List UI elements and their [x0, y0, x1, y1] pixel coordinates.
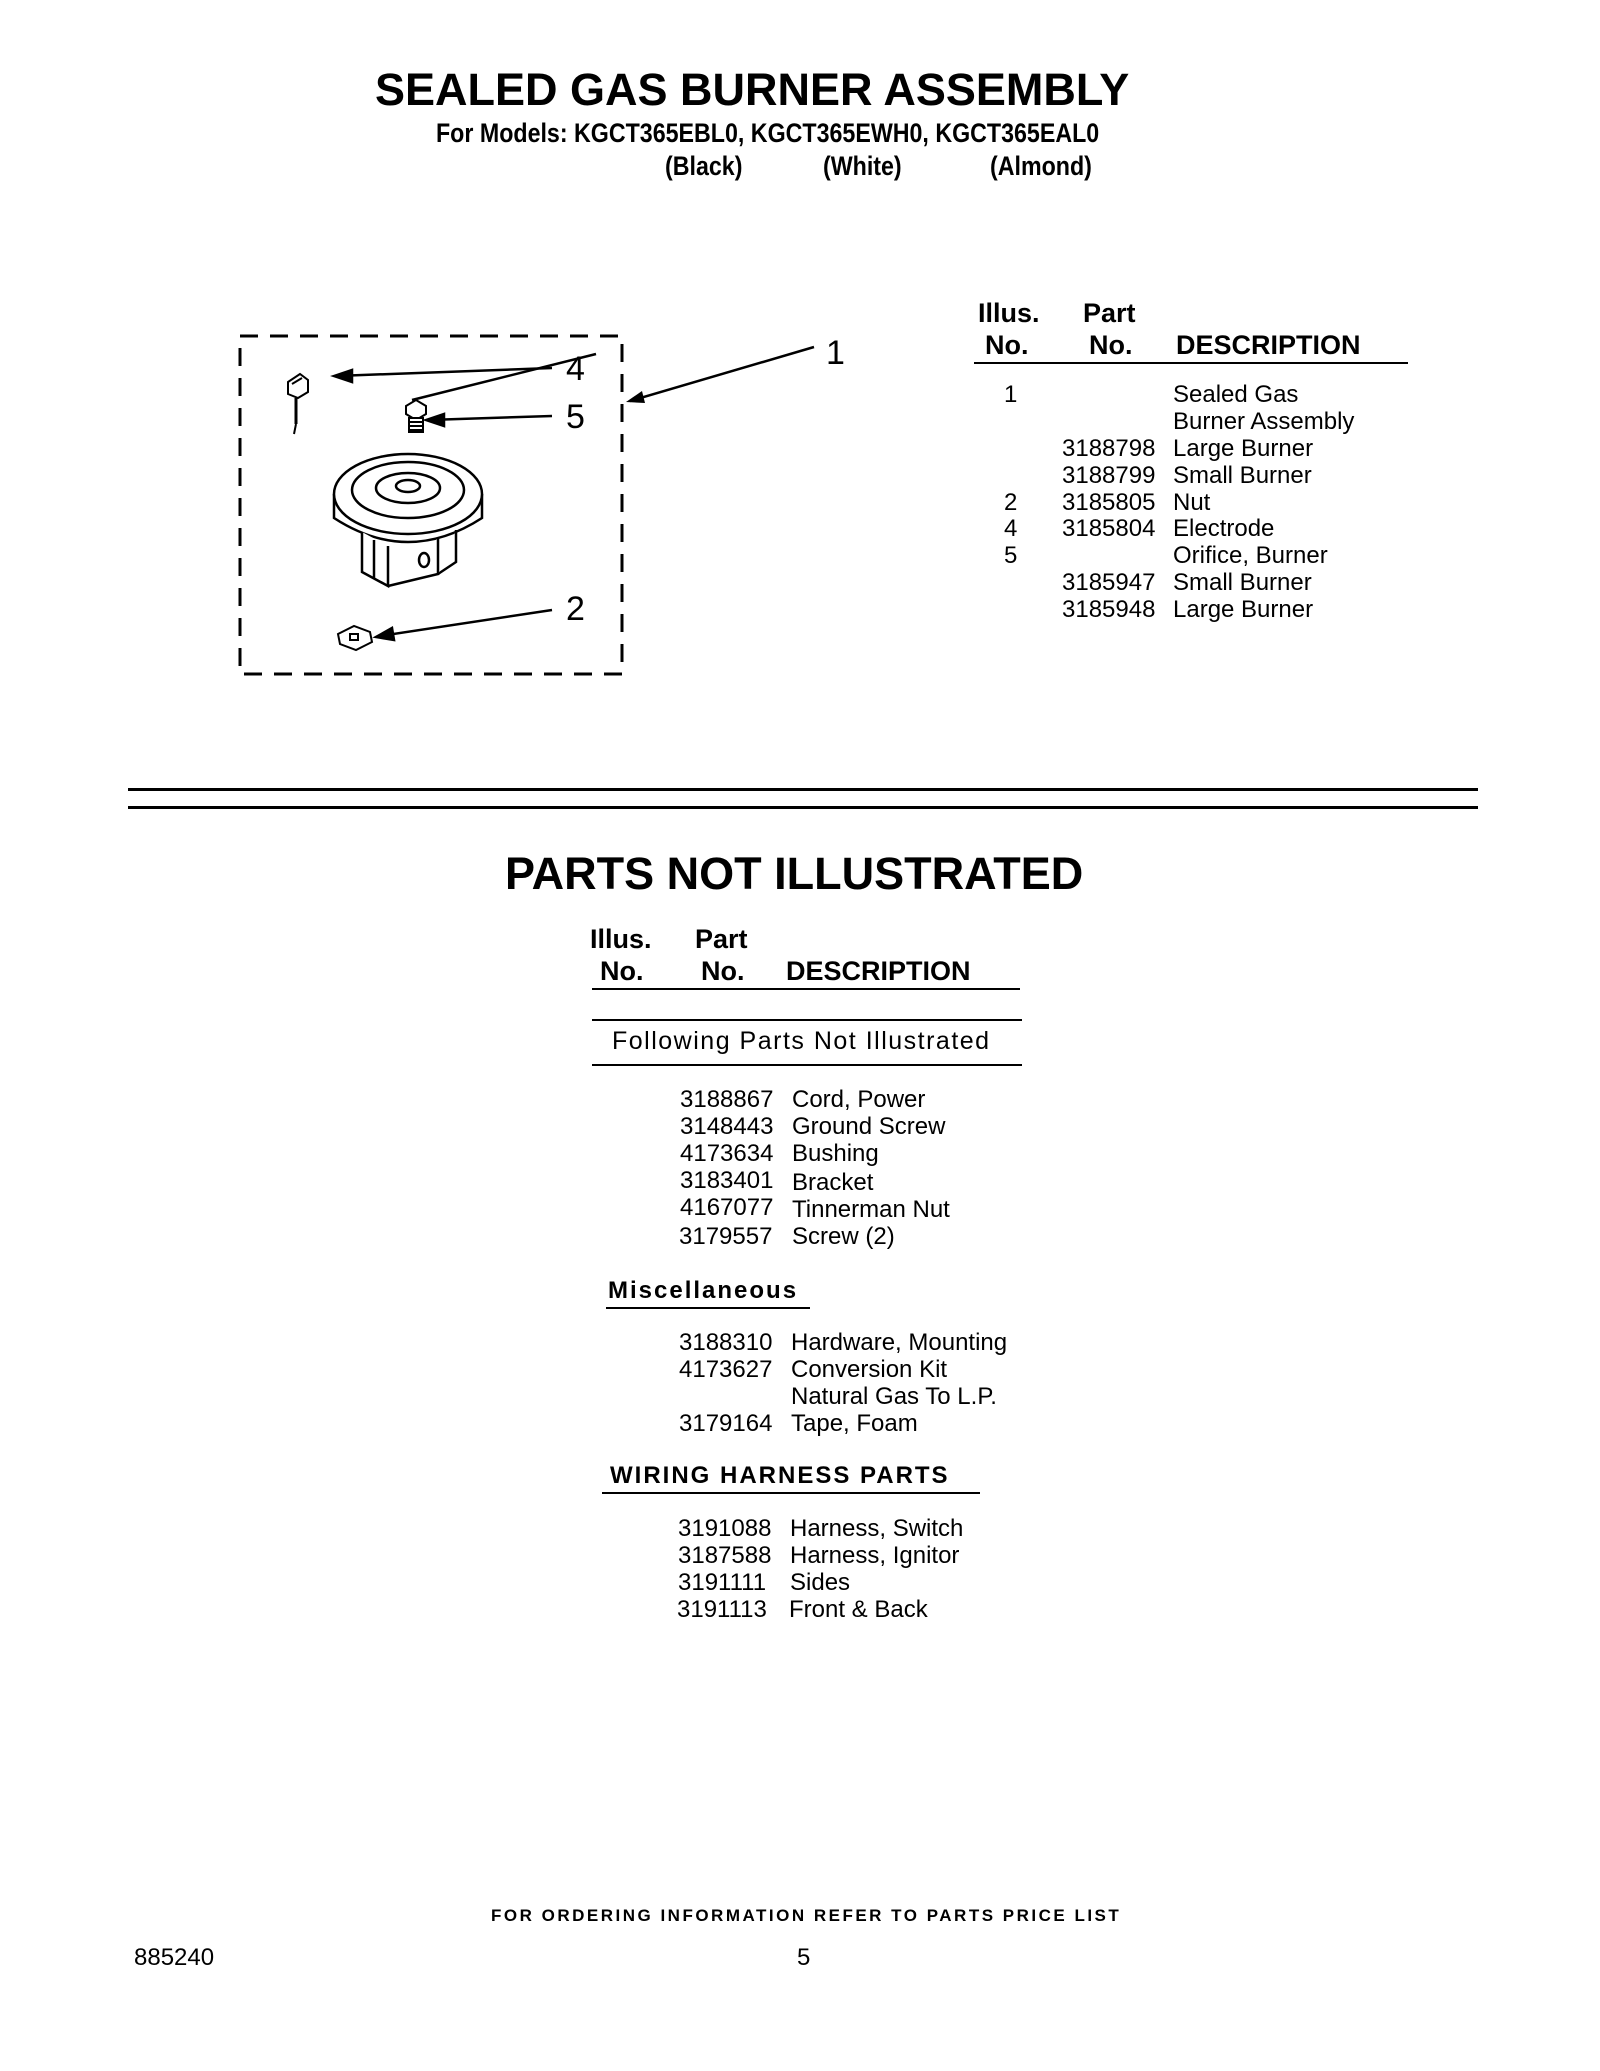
wiring-row-3-desc: Front & Back — [789, 1596, 928, 1623]
wiring-row-0-part: 3191088 — [678, 1515, 772, 1542]
callout-1-leader — [620, 335, 820, 415]
callout-5: 5 — [566, 398, 585, 436]
document-number: 885240 — [134, 1944, 215, 1971]
row-6-desc: Orifice, Burner — [1173, 542, 1328, 569]
following-row-0-desc: Cord, Power — [792, 1086, 926, 1113]
part-header-bottom: No. — [1089, 330, 1133, 360]
row-4-illus: 2 — [1004, 489, 1018, 516]
row-5-desc: Electrode — [1173, 515, 1275, 542]
not-illustrated-title: PARTS NOT ILLUSTRATED — [505, 848, 1084, 899]
following-parts-label: Following Parts Not Illustrated — [612, 1027, 991, 1055]
misc-row-0-part: 3188310 — [679, 1329, 773, 1356]
misc-row-3-desc: Tape, Foam — [791, 1410, 918, 1437]
color-black: (Black) — [665, 151, 743, 181]
wiring-row-2-part: 3191111 — [678, 1569, 767, 1596]
row-0-illus: 1 — [1004, 381, 1018, 408]
ni-description-header: DESCRIPTION — [786, 956, 971, 986]
ni-header-rule — [592, 988, 1020, 990]
following-row-3-desc: Bracket — [792, 1169, 874, 1196]
row-7-desc: Small Burner — [1173, 569, 1312, 596]
row-2-desc: Large Burner — [1173, 435, 1314, 462]
row-8-desc: Large Burner — [1173, 596, 1314, 623]
row-3-part: 3188799 — [1062, 462, 1156, 489]
illus-header-top: Illus. — [978, 298, 1040, 328]
following-row-4-desc: Tinnerman Nut — [792, 1196, 950, 1223]
ni-part-header-bottom: No. — [701, 956, 745, 986]
callout-2: 2 — [566, 590, 585, 628]
row-5-illus: 4 — [1004, 515, 1018, 542]
misc-row-2-desc: Natural Gas To L.P. — [791, 1383, 997, 1410]
electrode-part — [288, 374, 308, 434]
callout-1: 1 — [826, 334, 845, 372]
following-row-5-part: 3179557 — [679, 1223, 773, 1250]
wiring-row-3-part: 3191113 — [677, 1596, 767, 1623]
row-7-part: 3185947 — [1062, 569, 1156, 596]
row-4-desc: Nut — [1173, 489, 1211, 516]
following-row-4-part: 4167077 — [680, 1194, 774, 1221]
following-row-1-desc: Ground Screw — [792, 1113, 946, 1140]
wiring-row-1-desc: Harness, Ignitor — [790, 1542, 960, 1569]
wiring-harness-rule — [602, 1492, 980, 1494]
misc-row-3-part: 3179164 — [679, 1410, 773, 1437]
miscellaneous-rule — [606, 1307, 810, 1309]
miscellaneous-label: Miscellaneous — [608, 1277, 799, 1304]
burner-body — [334, 454, 482, 586]
callout-4: 4 — [566, 350, 585, 388]
following-row-3-part: 3183401 — [680, 1167, 774, 1194]
section-divider-bottom — [128, 806, 1478, 809]
illus-header-bottom: No. — [985, 330, 1029, 360]
following-row-1-part: 3148443 — [680, 1113, 774, 1140]
page-title: SEALED GAS BURNER ASSEMBLY — [375, 64, 1130, 115]
section-divider-top — [128, 788, 1478, 791]
row-2-part: 3188798 — [1062, 435, 1156, 462]
following-row-2-part: 4173634 — [680, 1140, 774, 1167]
wiring-row-0-desc: Harness, Switch — [790, 1515, 964, 1542]
misc-row-1-desc: Conversion Kit — [791, 1356, 948, 1383]
row-1-desc: Burner Assembly — [1173, 408, 1355, 435]
ordering-note: FOR ORDERING INFORMATION REFER TO PARTS PRICE LIST — [491, 1906, 1122, 1925]
row-0-desc: Sealed Gas — [1173, 381, 1299, 408]
row-3-desc: Small Burner — [1173, 462, 1312, 489]
following-row-2-desc: Bushing — [792, 1140, 879, 1167]
orifice-part — [406, 400, 426, 432]
following-rule-bottom — [592, 1064, 1022, 1066]
description-header: DESCRIPTION — [1176, 330, 1361, 360]
nut-part — [338, 626, 372, 650]
misc-row-0-desc: Hardware, Mounting — [791, 1329, 1008, 1356]
ni-part-header-top: Part — [695, 924, 748, 954]
wiring-row-1-part: 3187588 — [678, 1542, 772, 1569]
following-rule-top — [592, 1019, 1022, 1021]
row-5-part: 3185804 — [1062, 515, 1156, 542]
wiring-row-2-desc: Sides — [790, 1569, 851, 1596]
row-6-illus: 5 — [1004, 542, 1018, 569]
color-almond: (Almond) — [990, 151, 1092, 181]
ni-illus-header-bottom: No. — [600, 956, 644, 986]
models-line: For Models: KGCT365EBL0, KGCT365EWH0, KGCT365EAL0 — [436, 118, 1100, 148]
following-row-0-part: 3188867 — [680, 1086, 774, 1113]
part-header-top: Part — [1083, 298, 1136, 328]
row-4-part: 3185805 — [1062, 489, 1156, 516]
page-number: 5 — [797, 1944, 811, 1971]
header-rule — [974, 362, 1408, 364]
ni-illus-header-top: Illus. — [590, 924, 652, 954]
misc-row-1-part: 4173627 — [679, 1356, 773, 1383]
wiring-harness-label: WIRING HARNESS PARTS — [610, 1462, 950, 1489]
row-8-part: 3185948 — [1062, 596, 1156, 623]
color-white: (White) — [823, 151, 902, 181]
following-row-5-desc: Screw (2) — [792, 1223, 895, 1250]
